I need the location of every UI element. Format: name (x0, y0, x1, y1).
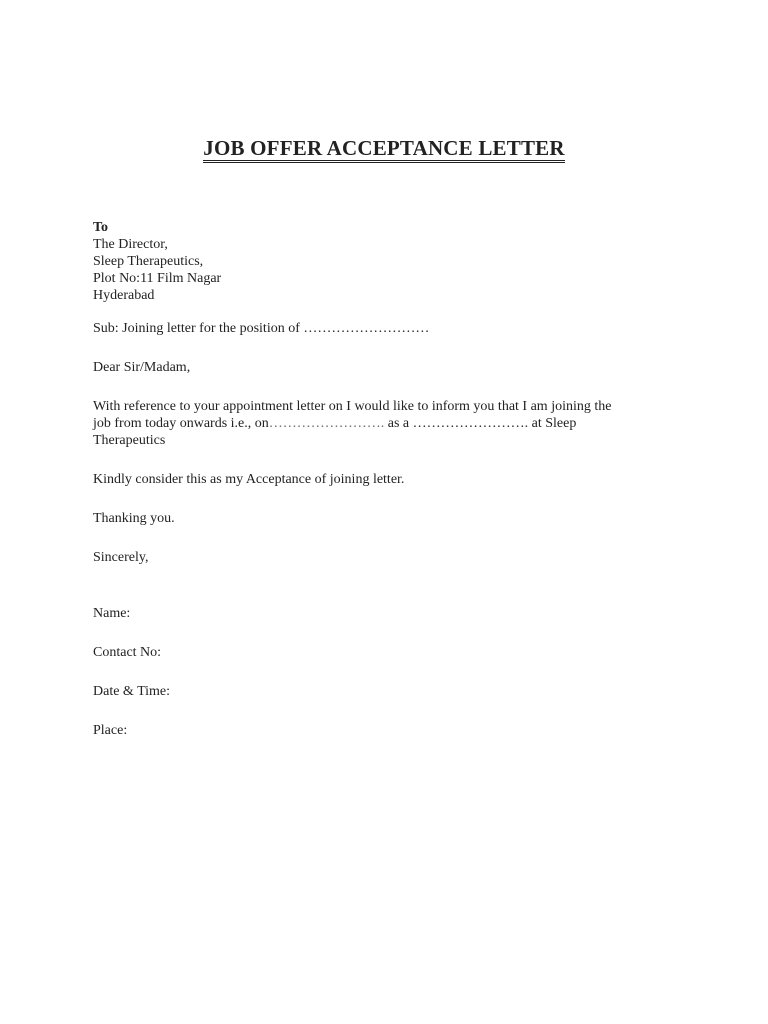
letter-title (0, 136, 768, 163)
body-line-2-end: . at Sleep (524, 416, 577, 431)
to-label: To (93, 220, 109, 235)
body-line-3: Therapeutics (93, 433, 166, 448)
body-line-2 (93, 415, 683, 432)
body-paragraph (93, 398, 683, 449)
letter-body (93, 219, 683, 739)
name-field: Name: (93, 606, 131, 621)
recipient-line-4: Hyderabad (93, 288, 155, 303)
place-field: Place: (93, 723, 128, 738)
recipient-line-2: Sleep Therapeutics, (93, 254, 204, 269)
closing-line: Sincerely, (93, 550, 149, 565)
body-line-2-start: job from today onwards i.e., on (93, 416, 269, 431)
letter-title-text: JOB OFFER ACCEPTANCE LETTER (203, 137, 564, 163)
contact-field: Contact No: (93, 645, 162, 660)
position-blank: …………………… (412, 416, 525, 431)
acceptance-line: Kindly consider this as my Acceptance of joining letter. (93, 472, 405, 487)
date-blank: ……………………. (268, 416, 385, 431)
salutation: Dear Sir/Madam, (93, 360, 191, 375)
body-line-1: With reference to your appointment letter on I would like to inform you that I am joining the (93, 399, 612, 414)
subject-line: Sub: Joining letter for the position of ……………………… (93, 321, 430, 336)
recipient-line-3: Plot No:11 Film Nagar (93, 271, 222, 286)
thanks-line: Thanking you. (93, 511, 175, 526)
datetime-field: Date & Time: (93, 684, 171, 699)
recipient-line-1: The Director, (93, 237, 168, 252)
body-line-2-mid: as a (384, 416, 413, 431)
